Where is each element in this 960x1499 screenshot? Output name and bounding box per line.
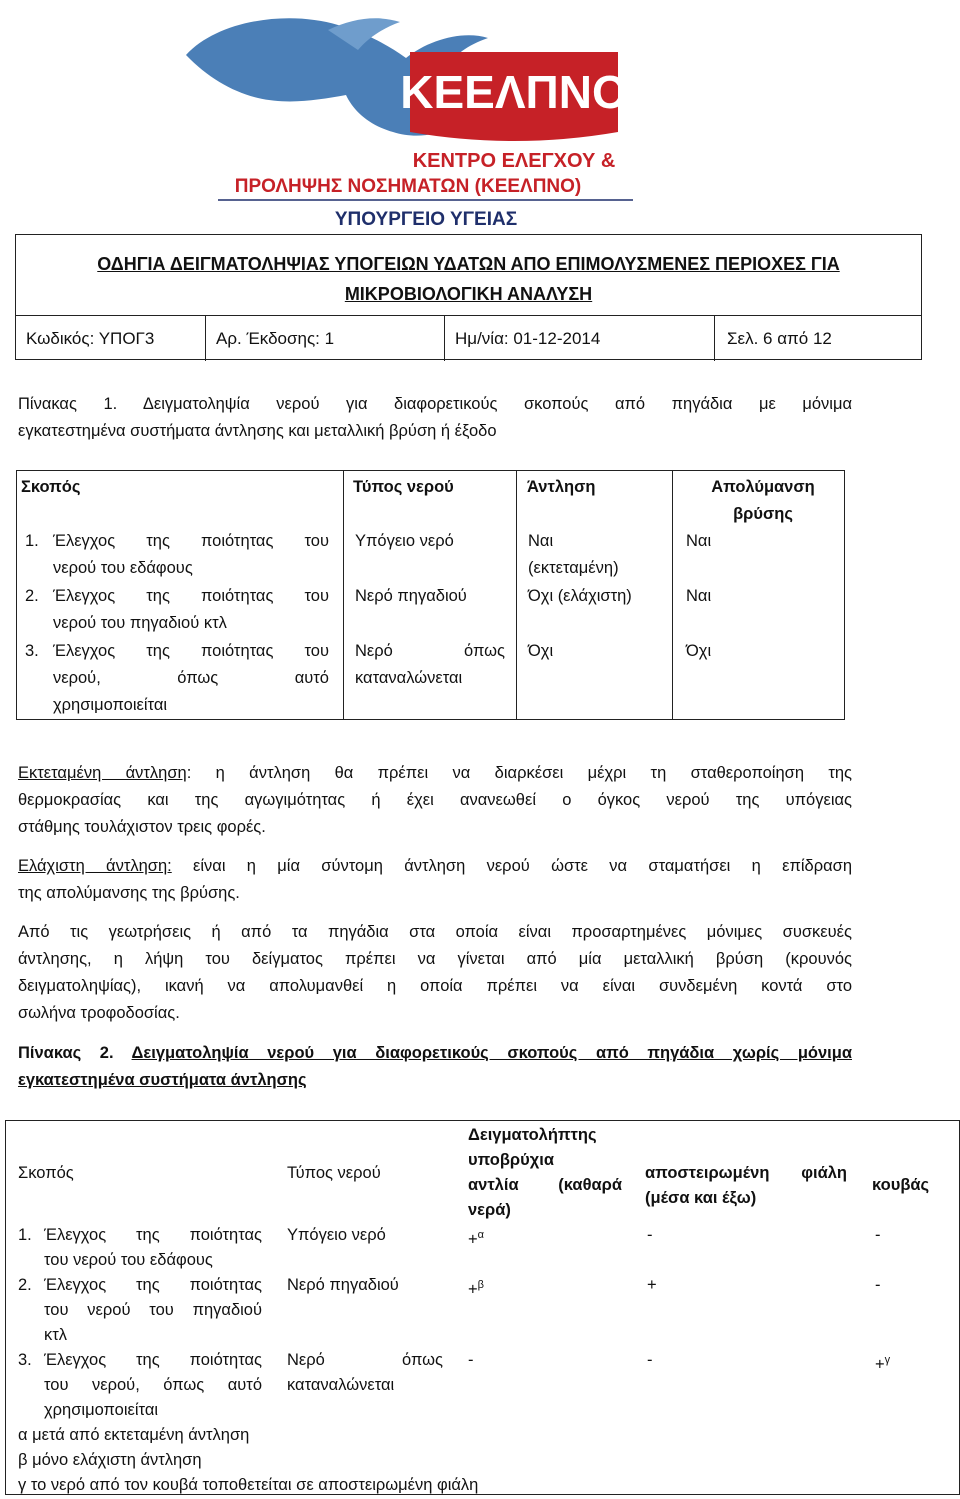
t2-row2-type: Νερό πηγαδιού bbox=[287, 1276, 399, 1294]
t1-header-purpose: Σκοπός bbox=[21, 478, 81, 496]
t1-header-disinfection: Απολύμανση βρύσης bbox=[711, 478, 815, 523]
document-title: ΟΔΗΓΙΑ ΔΕΙΓΜΑΤΟΛΗΨΙΑΣ ΥΠΟΓΕΙΩΝ ΥΔΑΤΩΝ ΑΠΟ ΕΠΙΜΟΛΥΣΜΕΝΕΣ ΠΕΡΙΟΧΕΣ ΓΙΑ ΜΙΚΡΟΒΙΟΛΟΓΙΚΗ ΑΝΑΛΥΣΗ bbox=[97, 254, 840, 304]
logo-line2: ΠΡΟΛΗΨΗΣ ΝΟΣΗΜΑΤΩΝ (ΚΕΕΛΠΝΟ) bbox=[234, 176, 582, 197]
t1-header-pumping: Άντληση bbox=[527, 478, 596, 496]
t1-row3-pumping: Όχι bbox=[528, 642, 554, 660]
logo-line1: ΚΕΝΤΡΟ ΕΛΕΓΧΟΥ & bbox=[412, 150, 616, 172]
t1-row1-type: Υπόγειο νερό bbox=[355, 532, 454, 550]
t2-row3-purpose: Έλεγχος της ποιότητας του νερού, όπως αυτό χρησιμοποιείται bbox=[44, 1351, 262, 1419]
table1-caption: Πίνακας 1. Δειγματοληψία νερού για διαφορετικούς σκοπούς από πηγάδια με μόνιμα εγκατεστημένα συστήματα άντλησης και μεταλλική βρύση ή έξοδο bbox=[18, 395, 852, 440]
t2-row3-num: 3. bbox=[18, 1351, 32, 1369]
t2-header-bucket: κουβάς bbox=[872, 1176, 930, 1194]
document-header bbox=[15, 234, 922, 360]
t2-footnotes bbox=[18, 1423, 478, 1498]
t2-row1-num: 1. bbox=[18, 1226, 32, 1244]
footnote-gamma: γ το νερό από τον κουβά τοποθετείται σε αποστειρωμένη φιάλη bbox=[18, 1476, 479, 1494]
t1-row1-num: 1. bbox=[25, 532, 39, 550]
t1-row2-type: Νερό πηγαδιού bbox=[355, 587, 467, 605]
t1-row2-purpose: Έλεγχος της ποιότητας του νερού του πηγαδιού κτλ bbox=[53, 587, 329, 632]
t1-row3-num: 3. bbox=[25, 642, 39, 660]
logo-name: ΚΕΕΛΠΝΟ bbox=[400, 66, 628, 118]
t2-row3-sampler: - bbox=[468, 1351, 474, 1369]
t2-row1-purpose: Έλεγχος της ποιότητας του νερού του εδάφους bbox=[44, 1226, 262, 1269]
note-extended-pumping: Εκτεταμένη άντληση: η άντληση θα πρέπει να διαρκέσει μέχρι τη σταθεροποίηση της θερμοκρασίας και της αγωγιμότητας ή έχει ανανεωθεί ο όγκος νερού της υπόγειας στάθμης τουλάχιστον τρεις φορές. bbox=[18, 764, 852, 836]
t2-row2-bucket: - bbox=[875, 1276, 881, 1294]
t2-row3-bottle: - bbox=[647, 1351, 653, 1369]
t2-row1-bucket: - bbox=[875, 1226, 881, 1244]
doc-page: Σελ. 6 από 12 bbox=[714, 316, 921, 361]
t2-row2-purpose: Έλεγχος της ποιότητας του νερού του πηγαδιού κτλ bbox=[44, 1276, 262, 1344]
t2-header-water-type: Τύπος νερού bbox=[287, 1164, 381, 1182]
t1-row1-purpose: Έλεγχος της ποιότητας του νερού του εδάφους bbox=[53, 532, 329, 577]
t2-row2-bottle: + bbox=[647, 1276, 657, 1294]
t1-row2-disinf: Ναι bbox=[686, 587, 712, 605]
t2-row2-num: 2. bbox=[18, 1276, 32, 1294]
table2 bbox=[5, 1120, 960, 1495]
doc-code: Κωδικός: ΥΠΟΓ3 bbox=[26, 329, 155, 348]
logo-ministry: ΥΠΟΥΡΓΕΙΟ ΥΓΕΙΑΣ bbox=[334, 209, 518, 230]
t2-row3-bucket: +$^\gamma$ bbox=[875, 1354, 891, 1374]
t1-row3-type: Νερό όπως καταναλώνεται bbox=[355, 642, 505, 687]
table1 bbox=[16, 470, 845, 720]
t2-row1-bottle: - bbox=[647, 1226, 653, 1244]
t2-row1-type: Υπόγειο νερό bbox=[287, 1226, 386, 1244]
note-minimal-pumping: Ελάχιστη άντληση: είναι η μία σύντομη άντληση νερού ώστε να σταματήσει η επίδραση της απολύμανσης της βρύσης. bbox=[18, 857, 852, 902]
doc-date: Ημ/νία: 01-12-2014 bbox=[444, 316, 714, 361]
meta-row bbox=[16, 315, 921, 361]
t1-row3-disinf: Όχι bbox=[686, 642, 712, 660]
keelpno-logo bbox=[178, 0, 723, 232]
footnote-beta: β μόνο ελάχιστη άντληση bbox=[18, 1451, 202, 1469]
footnote-alpha: α μετά από εκτεταμένη άντληση bbox=[18, 1426, 250, 1444]
t2-row2-sampler: +$^\beta$ bbox=[468, 1279, 484, 1299]
t2-header-purpose: Σκοπός bbox=[18, 1164, 74, 1182]
note-paragraph: Από τις γεωτρήσεις ή από τα πηγάδια στα οποία είναι προσαρτημένες μόνιμες συσκευές άντλησης, η λήψη του δείγματος πρέπει να γίνεται από μία μεταλλική βρύση (κρουνός δειγματοληψίας), ικανή να απολυμανθεί η οποία πρέπει να είναι συνδεμένη κοντά στο σωλήνα τροφοδοσίας. bbox=[18, 923, 852, 1022]
t1-row1-disinf: Ναι bbox=[686, 532, 712, 550]
t2-header-bottle: αποστειρωμένη φιάλη (μέσα και έξω) bbox=[645, 1164, 847, 1207]
t1-row2-pumping: Όχι (ελάχιστη) bbox=[528, 587, 632, 605]
t1-row3-purpose: Έλεγχος της ποιότητας του νερού, όπως αυτό χρησιμοποιείται bbox=[53, 642, 329, 714]
t1-row2-num: 2. bbox=[25, 587, 39, 605]
t2-header-sampler: Δειγματολήπτης υποβρύχια αντλία (καθαρά νερά) bbox=[468, 1126, 622, 1219]
t2-row3-type: Νερό όπως καταναλώνεται bbox=[287, 1351, 443, 1394]
t1-header-water-type: Τύπος νερού bbox=[353, 478, 454, 496]
table2-caption: Πίνακας 2. Δειγματοληψία νερού για διαφορετικούς σκοπούς από πηγάδια χωρίς μόνιμα εγκατεστημένα συστήματα άντλησης bbox=[18, 1044, 852, 1089]
doc-edition: Αρ. Έκδοσης: 1 bbox=[205, 316, 444, 361]
t2-row1-sampler: +$^\alpha$ bbox=[468, 1229, 484, 1249]
t1-row1-pumping: Ναι (εκτεταμένη) bbox=[528, 532, 619, 577]
